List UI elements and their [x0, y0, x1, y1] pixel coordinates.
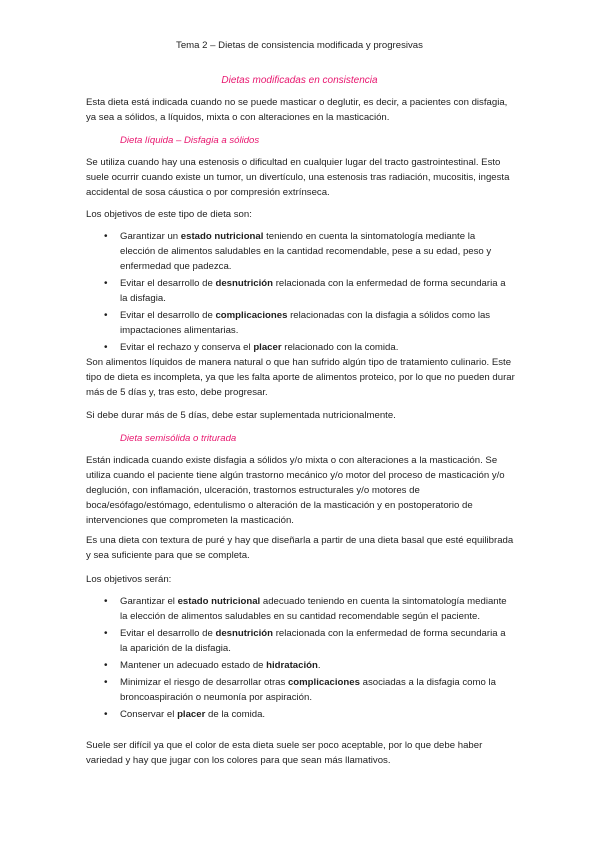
section2-heading: Dieta semisólida o triturada — [120, 433, 237, 444]
list-item: • Minimizar el riesgo de desarrollar otras complicaciones asociadas a la disfagia como la broncoaspiración o neumonía por aspiración. — [104, 677, 496, 703]
bullet-icon: • — [104, 596, 108, 607]
list-item: • Conservar el placer de la comida. — [104, 709, 266, 720]
section2-paragraph-4: Suele ser difícil ya que el color de esta dieta suele ser poco aceptable, por lo que debe haber variedad y hay que jugar con los colores para que sean más llamativos. — [86, 740, 483, 766]
list-item: • Evitar el desarrollo de complicaciones relacionadas con la disfagia a sólidos como las impactaciones alimentarias. — [104, 310, 491, 336]
list-item: • Evitar el desarrollo de desnutrición relacionada con la enfermedad de forma secundaria a la disfagia. — [104, 278, 506, 304]
bullet-icon: • — [104, 310, 108, 321]
bullet-icon: • — [104, 709, 108, 720]
list-item: • Evitar el rechazo y conserva el placer relacionado con la comida. — [104, 342, 399, 353]
section1-bullet-list — [0, 229, 599, 357]
bullet-icon: • — [104, 677, 108, 688]
section1-heading: Dieta líquida – Disfagia a sólidos — [120, 135, 260, 146]
bullet-icon: • — [104, 231, 108, 242]
bullet-icon: • — [104, 660, 108, 671]
bullet-icon: • — [104, 342, 108, 353]
page-header: Tema 2 – Dietas de consistencia modificada y progresivas — [176, 40, 423, 51]
bullet-icon: • — [104, 278, 108, 289]
section2-paragraph-1: Están indicada cuando existe disfagia a sólidos y/o mixta o con alteraciones a la masticación. Se utiliza cuando el paciente tiene algún trastorno mecánico y/o motor del proceso de masticación y/o deglución, con inflamación, ulceración, trastornos estructurales y/o motores de boca/esófago/estómago, edentulismo o alteración de la masticación y en postoperatorio de intervenciones que comprometen la masticación. — [86, 455, 505, 526]
list-item: • Evitar el desarrollo de desnutrición relacionada con la enfermedad de forma secundaria a la aparición de la disfagia. — [104, 628, 506, 654]
section2-bullet-list — [0, 594, 599, 724]
list-item: • Mantener un adecuado estado de hidratación. — [104, 660, 321, 671]
section1-paragraph-4: Si debe durar más de 5 días, debe estar suplementada nutricionalmente. — [86, 410, 396, 421]
bullet-icon: • — [104, 628, 108, 639]
intro-paragraph: Esta dieta está indicada cuando no se puede masticar o deglutir, es decir, a pacientes con disfagia, ya sea a sólidos, a líquidos, mixta o con alteraciones en la masticación. — [86, 97, 508, 123]
section1-paragraph-3: Son alimentos líquidos de manera natural o que han sufrido algún tipo de tratamiento culinario. Este tipo de dieta es incompleta, ya que les falta aporte de alimentos proteico, por lo que no pueden durar más de 5 días y, tras esto, debe progresar. — [86, 357, 515, 398]
list-item: • Garantizar el estado nutricional adecuado teniendo en cuenta la sintomatología mediante la elección de alimentos saludables en su cantidad recomendable según el paciente. — [104, 596, 507, 622]
section1-paragraph-2: Los objetivos de este tipo de dieta son: — [86, 209, 252, 220]
section1-paragraph-1: Se utiliza cuando hay una estenosis o dificultad en cualquier lugar del tracto gastrointestinal. Esto suele ocurrir cuando existe un tumor, un divertículo, una estenosis tras radiación, mucositis, ingesta accidental de sosa cáustica o por compresión extrínseca. — [86, 157, 510, 198]
section2-paragraph-3: Los objetivos serán: — [86, 574, 172, 585]
section2-paragraph-2: Es una dieta con textura de puré y hay que diseñarla a partir de una dieta basal que esté equilibrada y sea suficiente para que se completa. — [86, 535, 514, 561]
list-item: • Garantizar un estado nutricional teniendo en cuenta la sintomatología mediante la elección de alimentos saludables en la cantidad recomendable, pese a su edad, peso y enfermedad que padezca. — [104, 231, 492, 272]
document-title: Dietas modificadas en consistencia — [221, 75, 378, 86]
